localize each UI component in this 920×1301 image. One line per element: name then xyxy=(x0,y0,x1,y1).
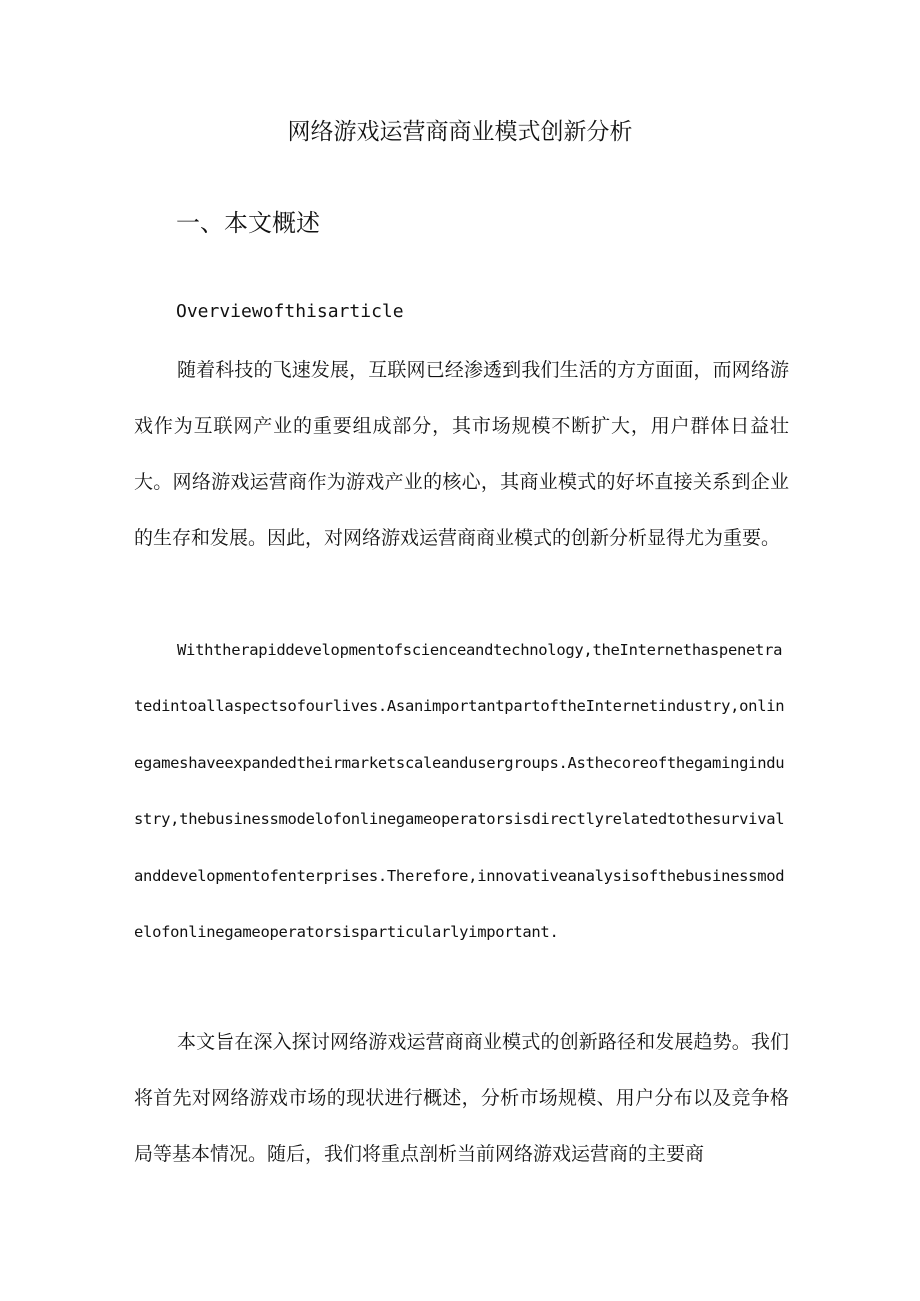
paragraph-chinese-purpose: 本文旨在深入探讨网络游戏运营商商业模式的创新路径和发展趋势。我们将首先对网络游戏市场的现状进行概述，分析市场规模、用户分布以及竞争格局等基本情况。随后，我们将重点剖析当前网络游戏运营商的主要商 xyxy=(134,1031,789,1165)
section-heading: 一、本文概述 xyxy=(176,209,320,237)
paragraph-chinese-intro: 随着科技的飞速发展，互联网已经渗透到我们生活的方方面面，而网络游戏作为互联网产业的重要组成部分，其市场规模不断扩大，用户群体日益壮大。网络游戏运营商作为游戏产业的核心，其商业模式的好坏直接关系到企业的生存和发展。因此，对网络游戏运营商商业模式的创新分析显得尤为重要。 xyxy=(134,359,789,549)
paragraph-english-intro: Withtherapiddevelopmentofscienceandtechnology,theInternethaspenetratedintoallaspectsofourlives.AsanimportantpartoftheInternetindustry,onlinegameshaveexpandedtheirmarketscaleandusergroups.Asthecoreofthegamingindustry,thebusinessmodelofonlinegameoperatorsisdirectlyrelatedtothesurvivalanddevelopmentofenterprises.Therefore,innovativeanalysisofthebusinessmodelofonlinegameoperatorsisparticularlyimportant. xyxy=(134,641,785,942)
document-title: 网络游戏运营商商业模式创新分析 xyxy=(287,119,633,145)
english-section-heading: Overviewofthisarticle xyxy=(176,301,404,322)
